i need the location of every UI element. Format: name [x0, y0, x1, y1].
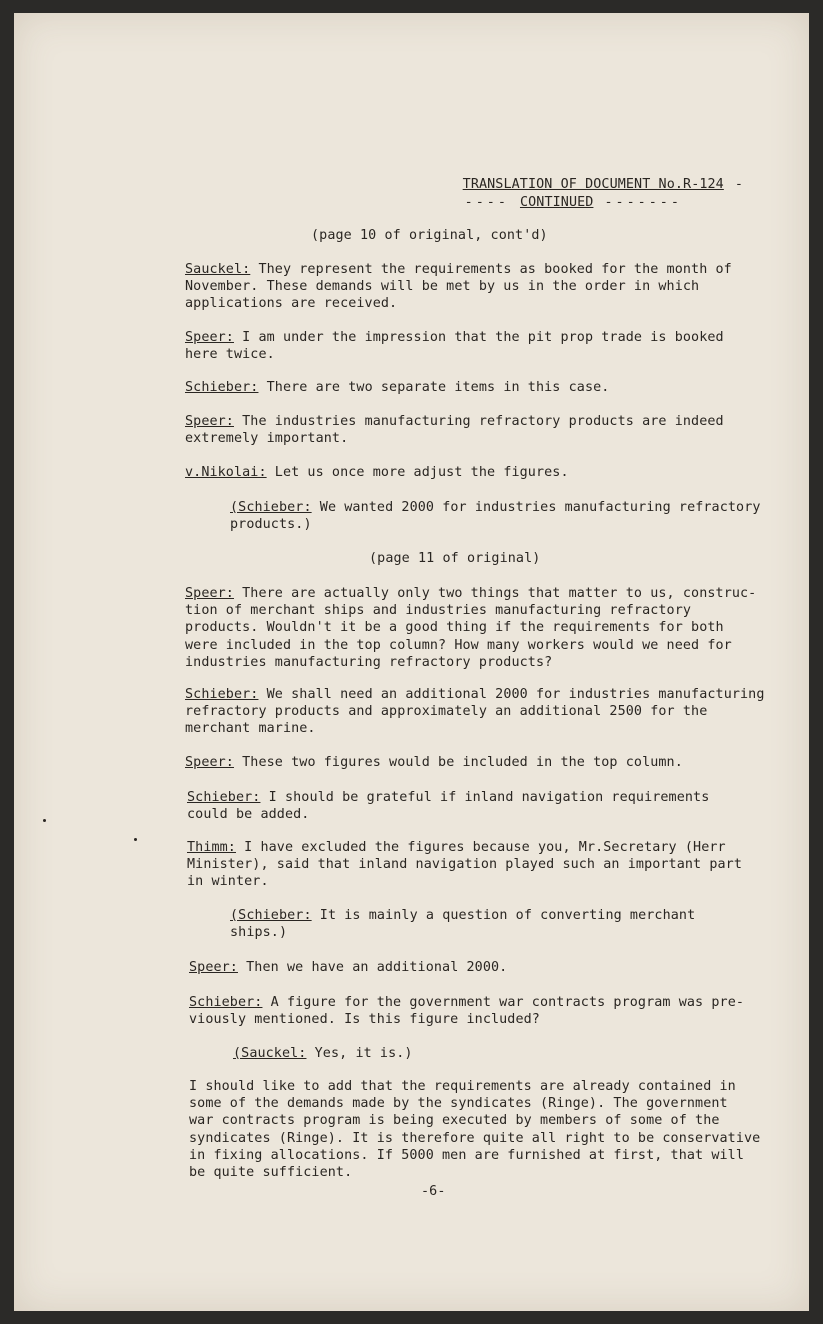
entry-schieber-4: Schieber: A figure for the government war contracts program was pre- viously mentioned. Is this figure included? [189, 995, 745, 1028]
entry-sauckel-aside: (Sauckel: Yes, it is.) [233, 1046, 413, 1061]
entry-thimm: Thimm: I have excluded the figures because you, Mr.Secretary (Herr Minister), said that inland navigation played such an important part in winter. [187, 840, 743, 890]
entry-speer-1: Speer: I am under the impression that the pit prop trade is booked here twice. [185, 330, 724, 363]
speaker-label: (Sauckel: [233, 1046, 307, 1061]
entry-sauckel-1: Sauckel: They represent the requirements as booked for the month of November. These demands will be met by us in the order in which applications are received. [185, 262, 732, 312]
speaker-label: Schieber: [185, 687, 259, 702]
document-page [14, 13, 809, 1311]
speaker-label: (Schieber: [230, 500, 312, 515]
entry-schieber-aside-1: (Schieber: We wanted 2000 for industries manufacturing refractory products.) [230, 500, 761, 533]
closing-paragraph: I should like to add that the requirements are already contained in some of the demands made by the syndicates (Ringe). The government war contracts program is being executed by members of some of the syndicates (Ringe). It is therefore quite all right to be conservative in fixing allocations. If 5000 men are furnished at first, that will be quite sufficient. [189, 1079, 761, 1181]
page-number: -6- [421, 1184, 446, 1199]
speaker-label: Schieber: [189, 995, 263, 1010]
speaker-label: Schieber: [187, 790, 261, 805]
ink-speck [134, 838, 137, 841]
speaker-label: Speer: [185, 414, 234, 429]
speaker-label: Speer: [189, 960, 238, 975]
entry-speer-4: Speer: These two figures would be included in the top column. [185, 755, 683, 770]
entry-speer-5: Speer: Then we have an additional 2000. [189, 960, 508, 975]
entry-speer-2: Speer: The industries manufacturing refractory products are indeed extremely important. [185, 414, 724, 447]
entry-nikolai: v.Nikolai: Let us once more adjust the figures. [185, 465, 569, 480]
ink-speck [43, 819, 46, 822]
page-marker: (page 11 of original) [369, 551, 541, 566]
speaker-label: Speer: [185, 755, 234, 770]
entry-schieber-1: Schieber: There are two separate items in this case. [185, 380, 610, 395]
document-subtitle: ---- CONTINUED ------- [464, 195, 682, 211]
entry-schieber-2: Schieber: We shall need an additional 2000 for industries manufacturing refractory products and approximately an additional 2500 for the merchant marine. [185, 687, 765, 737]
document-title: TRANSLATION OF DOCUMENT No.R-124 - [462, 177, 746, 193]
speaker-label: Thimm: [187, 840, 236, 855]
speaker-label: (Schieber: [230, 908, 312, 923]
speaker-label: v.Nikolai: [185, 465, 267, 480]
speaker-label: Schieber: [185, 380, 259, 395]
speaker-label: Speer: [185, 330, 234, 345]
page-marker: (page 10 of original, cont'd) [311, 228, 548, 243]
entry-speer-3: Speer: There are actually only two things that matter to us, construc- tion of merchant ships and industries manufacturing refractory products. Wouldn't it be a good thing if the requirements for both were included in the top column? How many workers would we need for industries manufacturing refractory products? [185, 586, 757, 670]
speaker-label: Sauckel: [185, 262, 251, 277]
entry-schieber-aside-2: (Schieber: It is mainly a question of converting merchant ships.) [230, 908, 696, 941]
entry-schieber-3: Schieber: I should be grateful if inland navigation requirements could be added. [187, 790, 710, 823]
speaker-label: Speer: [185, 586, 234, 601]
